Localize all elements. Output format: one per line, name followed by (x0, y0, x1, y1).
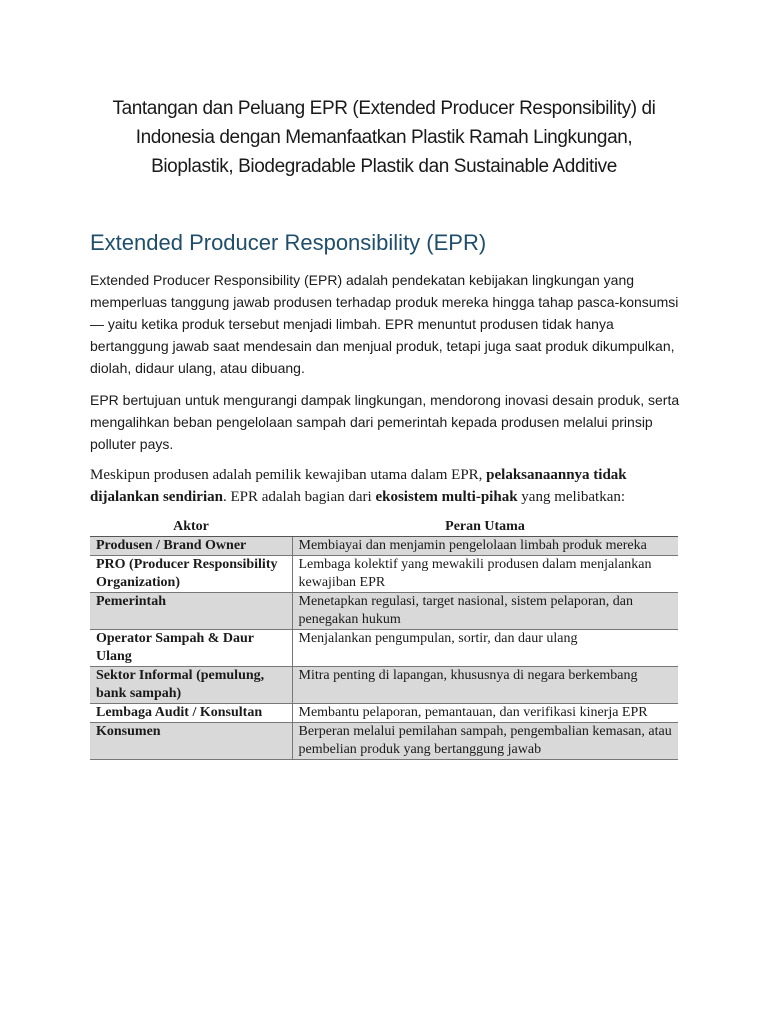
table-row (90, 723, 678, 760)
cell-aktor: Operator Sampah & Daur Ulang (90, 630, 292, 667)
cell-peran: Lembaga kolektif yang mewakili produsen dalam menjalankan kewajiban EPR (292, 556, 678, 593)
table-header-row (90, 518, 678, 537)
table-row (90, 667, 678, 704)
table-row (90, 630, 678, 667)
table-row (90, 704, 678, 723)
cell-aktor: Sektor Informal (pemulung, bank sampah) (90, 667, 292, 704)
cell-aktor: Produsen / Brand Owner (90, 537, 292, 556)
cell-peran: Menetapkan regulasi, target nasional, sistem pelaporan, dan penegakan hukum (292, 593, 678, 630)
paragraph-multi-stakeholder (90, 464, 680, 508)
cell-aktor: Lembaga Audit / Konsultan (90, 704, 292, 723)
section-heading: Extended Producer Responsibility (EPR) (90, 230, 487, 255)
paragraph-bold-text: ekosistem multi-pihak (375, 489, 518, 505)
cell-aktor: Pemerintah (90, 593, 292, 630)
cell-aktor: PRO (Producer Responsibility Organization) (90, 556, 292, 593)
document-title (60, 94, 708, 181)
paragraph-epr-goal: EPR bertujuan untuk mengurangi dampak lingkungan, mendorong inovasi desain produk, serta mengalihkan beban pengelolaan sampah dari pemerintah kepada produsen melalui prinsip polluter pays. (90, 392, 680, 452)
title-line: Bioplastik, Biodegradable Plastik dan Sustainable Additive (151, 156, 617, 177)
paragraph-text: . EPR adalah bagian dari (222, 489, 376, 505)
table-row (90, 537, 678, 556)
cell-aktor: Konsumen (90, 723, 292, 760)
table-row (90, 556, 678, 593)
title-line: Indonesia dengan Memanfaatkan Plastik Ramah Lingkungan, (135, 127, 633, 148)
column-header-peran: Peran Utama (292, 518, 678, 537)
paragraph-text: yang melibatkan: (517, 489, 626, 505)
paragraph-epr-definition: Extended Producer Responsibility (EPR) adalah pendekatan kebijakan lingkungan yang memperluas tanggung jawab produsen terhadap produk mereka hingga tahap pasca-konsumsi — yaitu ketika produk tersebut menjadi limbah. EPR menuntut produsen tidak hanya bertanggung jawab saat mendesain dan menjual produk, tetapi juga saat produk dikumpulkan, diolah, didaur ulang, atau dibuang. (90, 272, 679, 376)
cell-peran: Menjalankan pengumpulan, sortir, dan daur ulang (292, 630, 678, 667)
cell-peran: Membiayai dan menjamin pengelolaan limbah produk mereka (292, 537, 678, 556)
column-header-aktor: Aktor (90, 518, 292, 537)
paragraph-text: Meskipun produsen adalah pemilik kewajiban utama dalam EPR, (90, 467, 487, 483)
cell-peran: Mitra penting di lapangan, khususnya di negara berkembang (292, 667, 678, 704)
cell-peran: Membantu pelaporan, pemantauan, dan verifikasi kinerja EPR (292, 704, 678, 723)
table-row (90, 593, 678, 630)
paragraph-bold-text: pelaksanaannya tidak dijalankan sendirian (90, 467, 627, 505)
title-line: Tantangan dan Peluang EPR (Extended Producer Responsibility) di (112, 98, 656, 119)
actors-table (90, 518, 678, 760)
cell-peran: Berperan melalui pemilahan sampah, pengembalian kemasan, atau pembelian produk yang bertanggung jawab (292, 723, 678, 760)
